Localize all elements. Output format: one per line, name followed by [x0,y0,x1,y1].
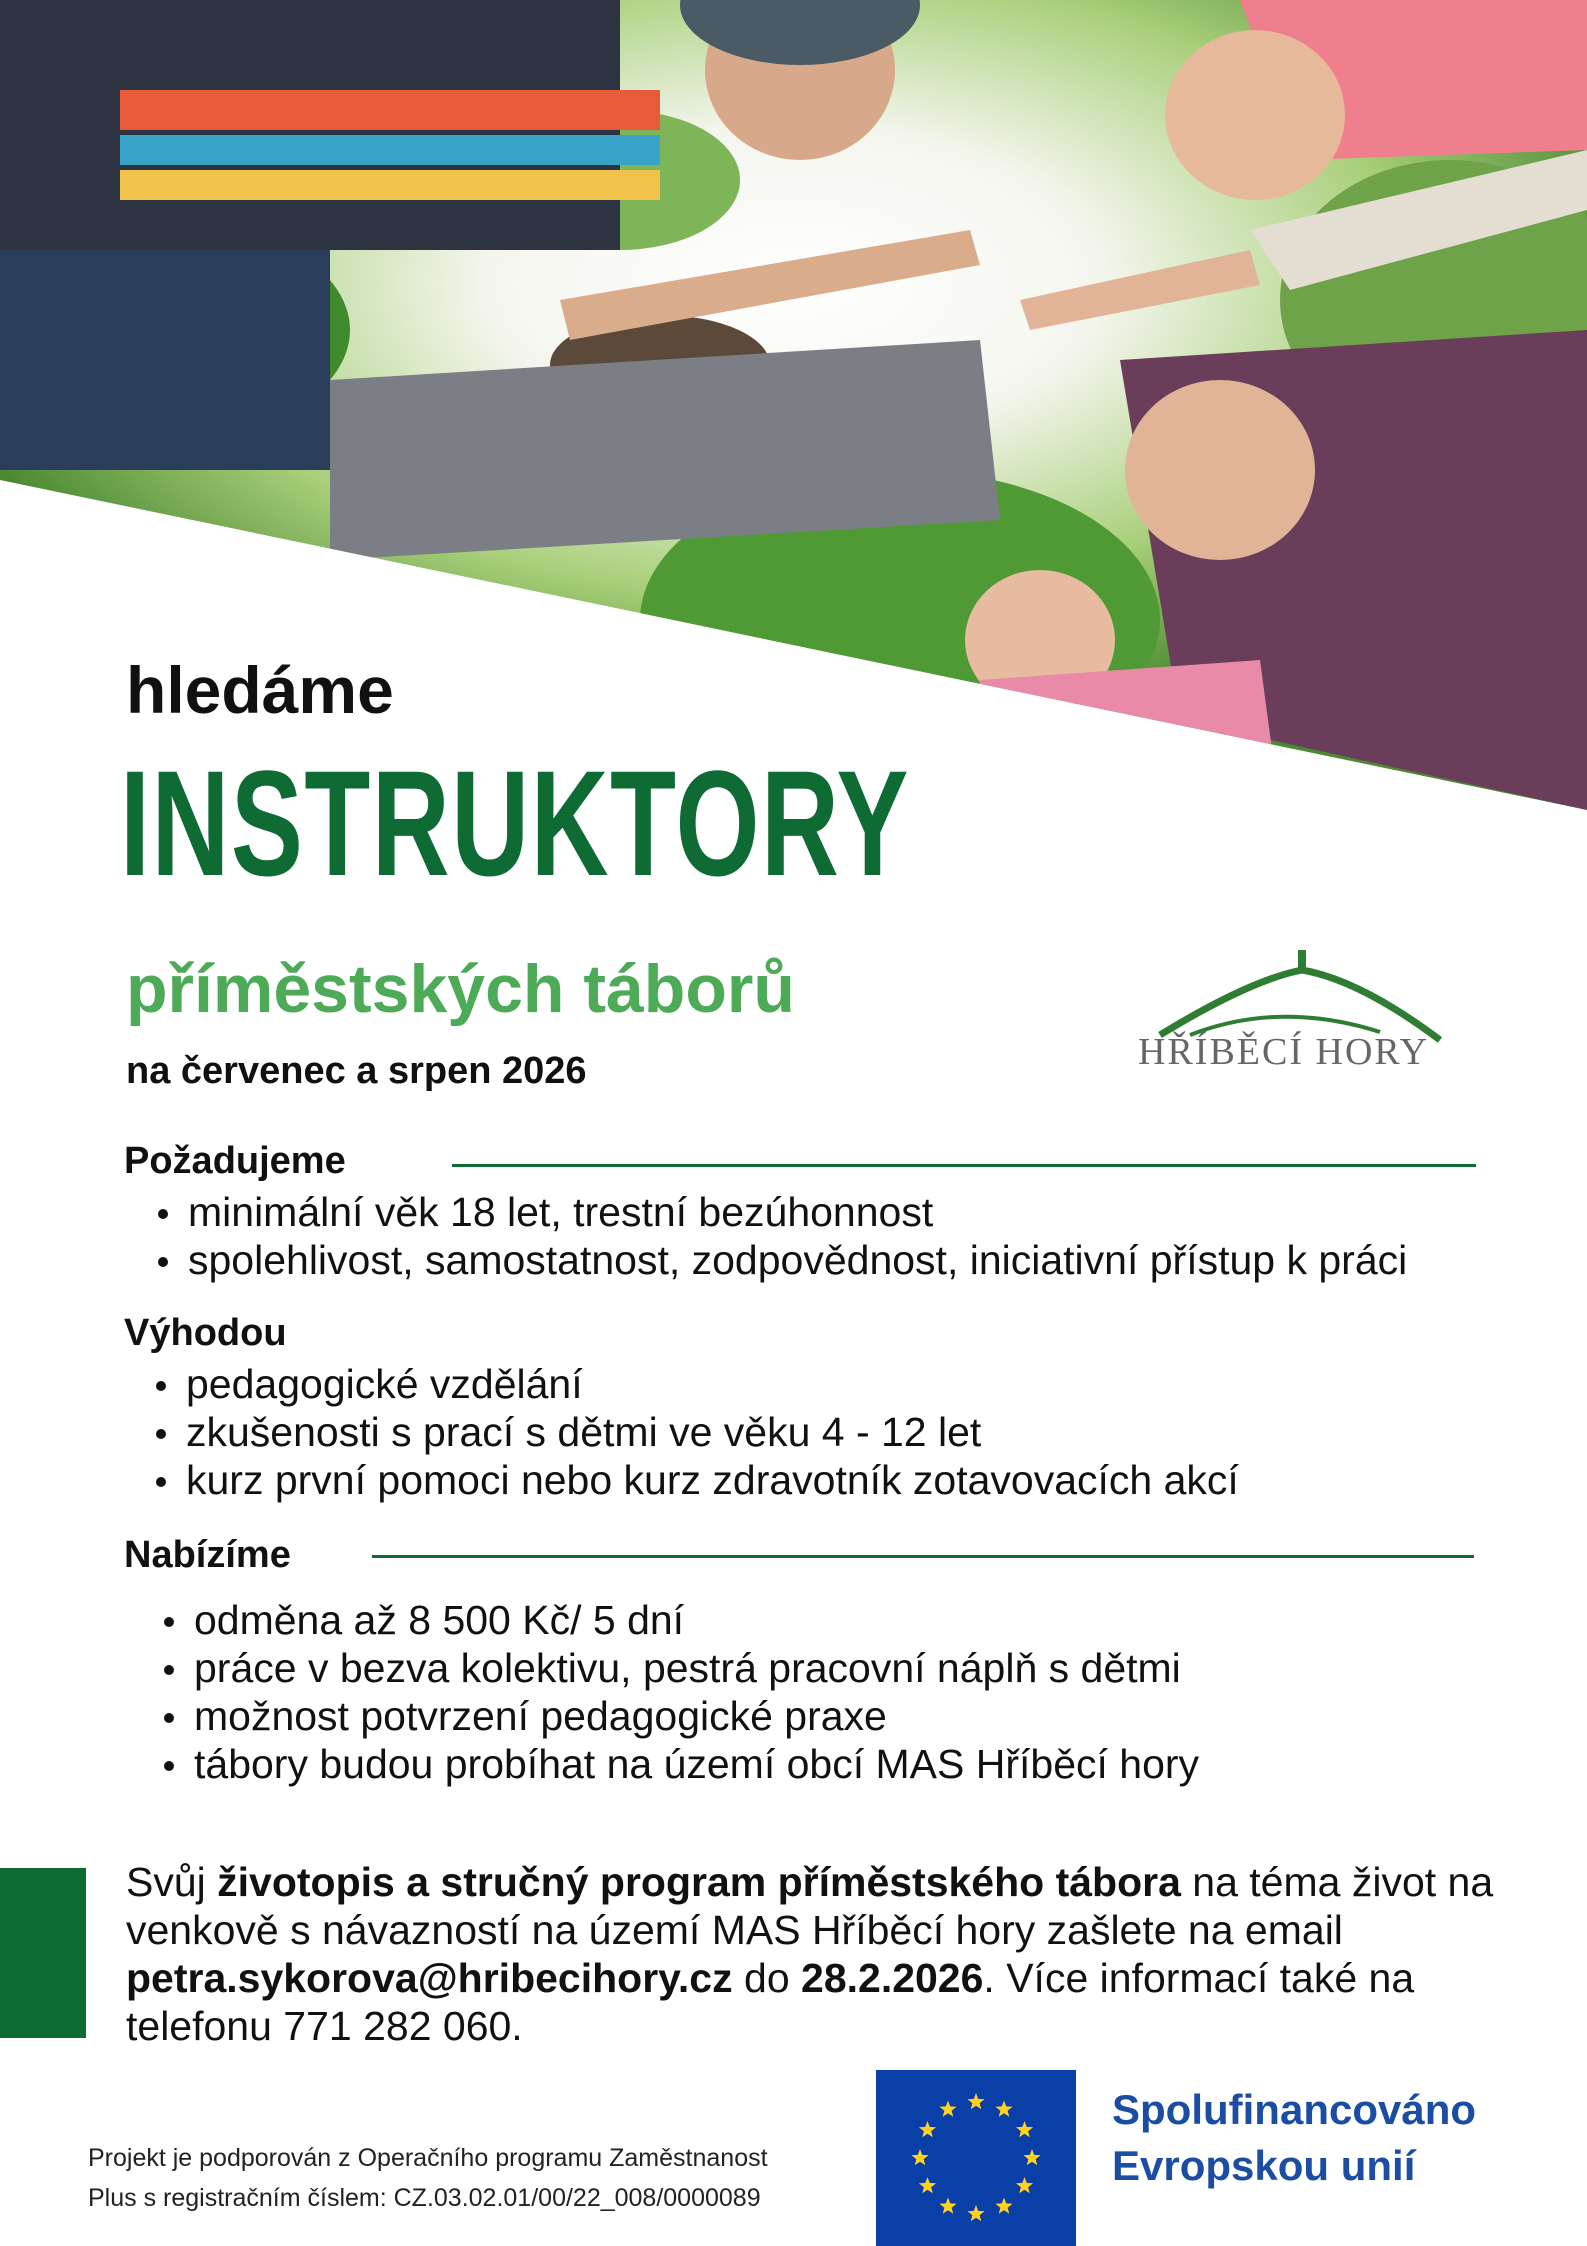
contact-text: na téma život na venkově s návazností na území MAS Hříběcí hory zašlete na email [126,1859,1494,1953]
contact-text: Svůj [126,1859,218,1905]
section-divider [372,1555,1474,1558]
email-link[interactable]: petra.sykorova@hribecihory.cz [126,1955,733,2001]
offer-list [160,1596,1560,1788]
section-heading-advantage: Výhodou [124,1312,287,1354]
list-item: spolehlivost, samostatnost, zodpovědnost, iniciativní přístup k práci [154,1236,1554,1284]
list-item: odměna až 8 500 Kč/ 5 dní [160,1596,1560,1644]
page-subtitle: příměstských táborů [126,951,795,1027]
eu-flag-icon [876,2070,1076,2246]
section-heading-offer: Nabízíme [124,1534,291,1576]
list-item: tábory budou probíhat na území obcí MAS Hříběcí hory [160,1740,1560,1788]
cofunding-label [1112,2082,1476,2194]
contact-paragraph [126,1858,1526,2050]
project-note [88,2138,888,2218]
advantage-list [152,1360,1552,1504]
section-divider [452,1164,1476,1167]
cofund-line: Evropskou unií [1112,2142,1416,2189]
deadline-date: 28.2.2026 [801,1955,984,2001]
section-heading-requirements: Požadujeme [124,1140,346,1182]
accent-bar [0,1868,86,2038]
list-item: práce v bezva kolektivu, pestrá pracovní náplň s dětmi [160,1644,1560,1692]
page-title: INSTRUKTORY [120,739,910,907]
contact-text: . Více informací také na telefonu 771 282 060. [126,1955,1415,2049]
list-item: kurz první pomoci nebo kurz zdravotník zotavovacích akcí [152,1456,1552,1504]
kicker-text: hledáme [126,653,394,727]
list-item: pedagogické vzdělání [152,1360,1552,1408]
cofund-line: Spolufinancováno [1112,2086,1477,2133]
requirements-list [154,1188,1554,1284]
project-line: Projekt je podporován z Operačního programu Zaměstnanost [88,2144,768,2172]
list-item: minimální věk 18 let, trestní bezúhonnost [154,1188,1554,1236]
list-item: zkušenosti s prací s dětmi ve věku 4 - 12 let [152,1408,1552,1456]
contact-text: do [732,1955,802,2001]
list-item: možnost potvrzení pedagogické praxe [160,1692,1560,1740]
logo-text: HŘÍBĚCÍ HORY [1138,1031,1430,1073]
period-text: na červenec a srpen 2026 [126,1050,587,1092]
project-line: Plus s registračním číslem: CZ.03.02.01/00/22_008/0000089 [88,2184,761,2212]
contact-highlight: životopis a stručný program příměstského tábora [217,1859,1181,1905]
